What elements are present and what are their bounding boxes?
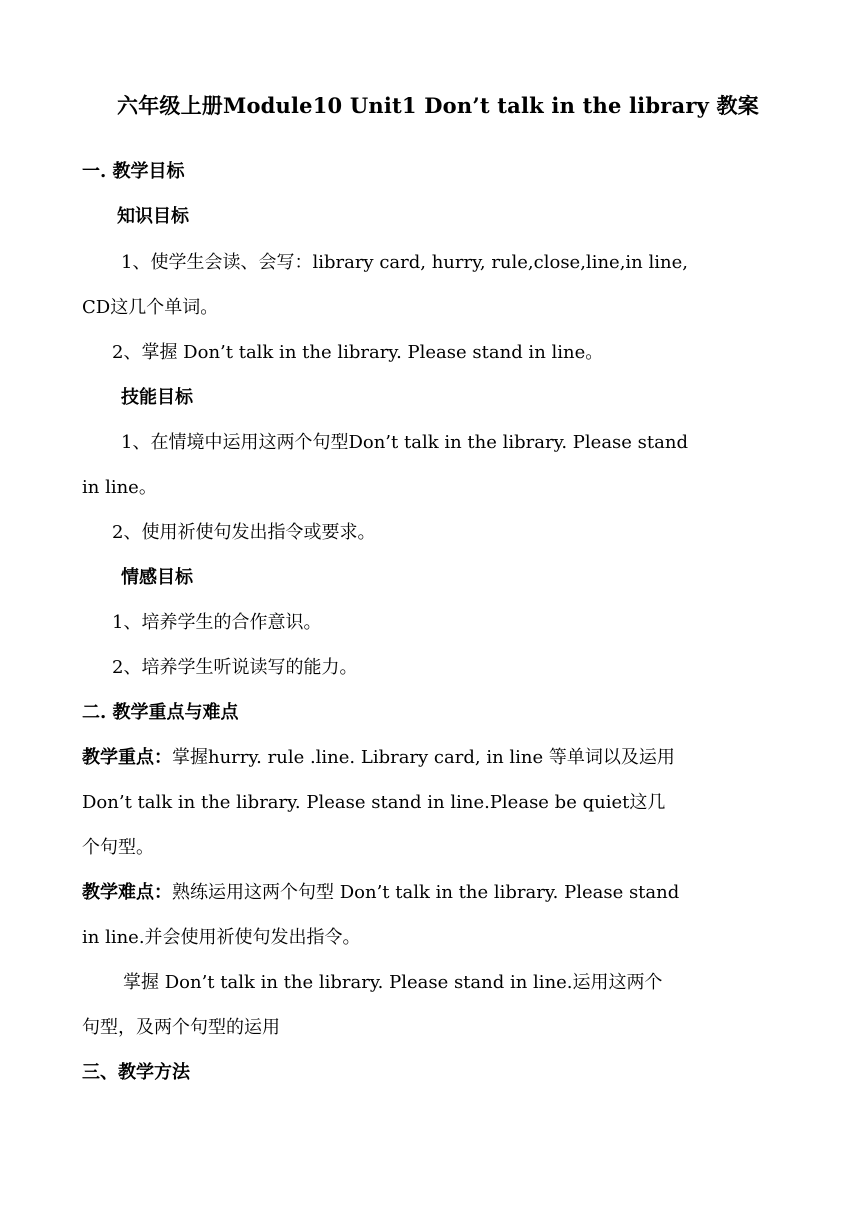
skills-item1-line2: in line。 <box>82 477 157 498</box>
emotion-item1: 1、培养学生的合作意识。 <box>112 612 322 633</box>
skills-item1-line1: 1、在情境中运用这两个句型Don’t talk in the library. Please stand <box>121 432 688 453</box>
key-point-text: 掌握hurry. rule .line. Library card, in line 等单词以及运用 <box>172 747 675 768</box>
document-title: 六年级上册Module10 Unit1 Don’t talk in the library 教案 <box>117 93 759 118</box>
skills-item2: 2、使用祈使句发出指令或要求。 <box>112 522 376 543</box>
section-heading-objectives: 一. 教学目标 <box>82 161 185 182</box>
emotion-item2: 2、培养学生听说读写的能力。 <box>112 657 358 678</box>
key-point-label: 教学重点： <box>82 747 172 768</box>
key-point-line3: 个句型。 <box>82 837 154 858</box>
extra-line2: 句型，及两个句型的运用 <box>82 1017 280 1038</box>
difficult-point-text: 熟练运用这两个句型 Don’t talk in the library. Please stand <box>172 882 680 903</box>
knowledge-item2: 2、掌握 Don’t talk in the library. Please stand in line。 <box>112 342 604 363</box>
difficult-point-label: 教学难点： <box>82 882 172 903</box>
subheading-skills: 技能目标 <box>121 387 193 408</box>
subheading-knowledge: 知识目标 <box>117 206 189 227</box>
knowledge-item1-line1: 1、使学生会读、会写：library card, hurry, rule,close,line,in line, <box>121 252 688 273</box>
knowledge-item1-line2: CD这几个单词。 <box>82 297 219 318</box>
section-heading-keypoints: 二. 教学重点与难点 <box>82 702 239 723</box>
section-heading-methods: 三、教学方法 <box>82 1062 190 1083</box>
difficult-point-line2: in line.并会使用祈使句发出指令。 <box>82 927 361 948</box>
subheading-emotion: 情感目标 <box>121 567 193 588</box>
key-point-line1 <box>82 746 675 770</box>
extra-line1: 掌握 Don’t talk in the library. Please stand in line.运用这两个 <box>123 972 663 993</box>
difficult-point-line1 <box>82 881 679 905</box>
key-point-line2: Don’t talk in the library. Please stand in line.Please be quiet这几 <box>82 792 666 813</box>
